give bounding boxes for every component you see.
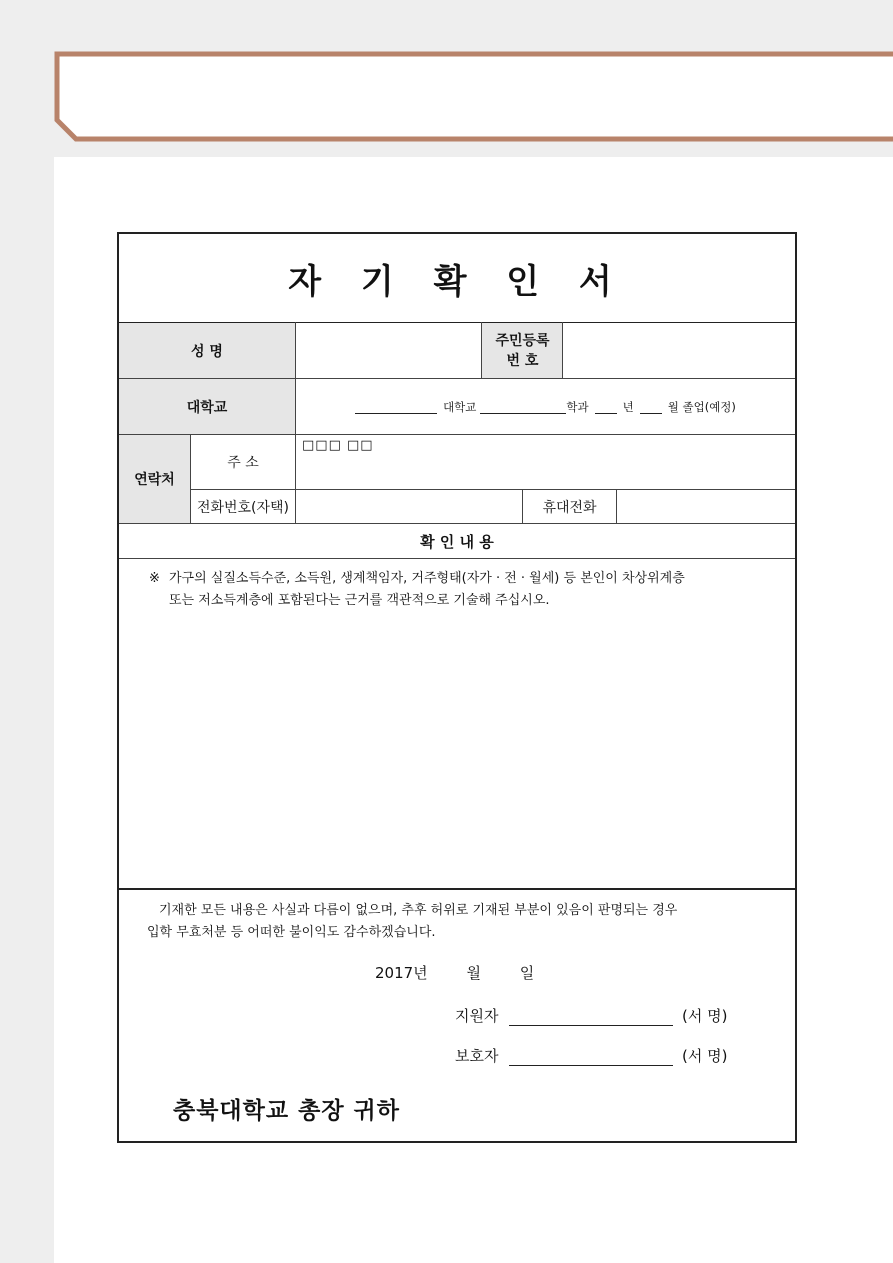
year-suffix: 년 bbox=[622, 399, 634, 414]
department-suffix: 학과 bbox=[566, 399, 589, 414]
department-blank[interactable] bbox=[480, 399, 566, 414]
name-field[interactable] bbox=[295, 323, 482, 378]
resident-number-label bbox=[482, 323, 563, 378]
mobile-field[interactable] bbox=[617, 490, 795, 523]
instruction-text bbox=[149, 568, 789, 612]
self-confirmation-form bbox=[117, 232, 797, 1143]
declaration-line-1: 기재한 모든 내용은 사실과 다름이 없으며, 추후 허위로 기재된 부분이 있음이 판명되는 경우 bbox=[159, 903, 678, 918]
university-label: 대학교 bbox=[119, 379, 295, 434]
year-blank[interactable] bbox=[595, 399, 617, 414]
date-day: 일 bbox=[519, 964, 535, 982]
resident-number-field[interactable] bbox=[563, 323, 795, 378]
declaration-text bbox=[147, 900, 787, 944]
guardian-label: 보호자 bbox=[455, 1047, 499, 1065]
address-field[interactable]: □□□ □□ bbox=[302, 438, 374, 453]
month-blank[interactable] bbox=[640, 399, 662, 414]
date-year: 2017년 bbox=[375, 964, 428, 982]
applicant-signature-row bbox=[455, 1003, 755, 1029]
university-name-blank[interactable] bbox=[355, 399, 437, 414]
resident-number-label-line2: 번 호 bbox=[506, 352, 539, 369]
guardian-signature-row bbox=[455, 1043, 755, 1069]
graduation-suffix: 월 졸업(예정) bbox=[667, 399, 736, 414]
declaration-line-2: 입학 무효처분 등 어떠한 불이익도 감수하겠습니다. bbox=[147, 925, 436, 940]
guardian-signature-blank[interactable] bbox=[509, 1043, 673, 1066]
closing-addressee: 충북대학교 총장 귀하 bbox=[173, 1098, 400, 1124]
home-phone-field[interactable] bbox=[296, 490, 522, 523]
reference-mark: ※ bbox=[149, 571, 160, 586]
date-month: 월 bbox=[466, 964, 481, 982]
applicant-sign-mark: (서 명) bbox=[682, 1007, 728, 1025]
confirmation-content-area[interactable] bbox=[119, 619, 795, 887]
home-phone-label: 전화번호(자택) bbox=[196, 499, 290, 516]
applicant-label: 지원자 bbox=[455, 1007, 499, 1025]
form-title: 자 기 확 인 서 bbox=[288, 261, 626, 302]
guardian-sign-mark: (서 명) bbox=[682, 1047, 728, 1065]
address-label: 주 소 bbox=[227, 455, 259, 471]
date-line bbox=[375, 962, 635, 986]
instruction-first-line bbox=[149, 568, 789, 590]
applicant-signature-blank[interactable] bbox=[509, 1003, 673, 1026]
contact-label: 연락처 bbox=[119, 435, 190, 523]
mobile-label: 휴대전화 bbox=[542, 499, 597, 516]
university-suffix: 대학교 bbox=[443, 399, 477, 414]
header-banner bbox=[0, 0, 893, 160]
university-line bbox=[296, 379, 795, 434]
confirmation-section-title: 확 인 내 용 bbox=[420, 532, 494, 551]
resident-number-label-line1: 주민등록 bbox=[495, 332, 550, 349]
instruction-line-1: 가구의 실질소득수준, 소득원, 생계책임자, 거주형태(자가 · 전 · 월세) 등 본인이 차상위계층 bbox=[169, 571, 685, 586]
instruction-line-2: 또는 저소득계층에 포함된다는 근거를 객관적으로 기술해 주십시오. bbox=[169, 593, 550, 608]
name-label: 성 명 bbox=[119, 323, 295, 378]
